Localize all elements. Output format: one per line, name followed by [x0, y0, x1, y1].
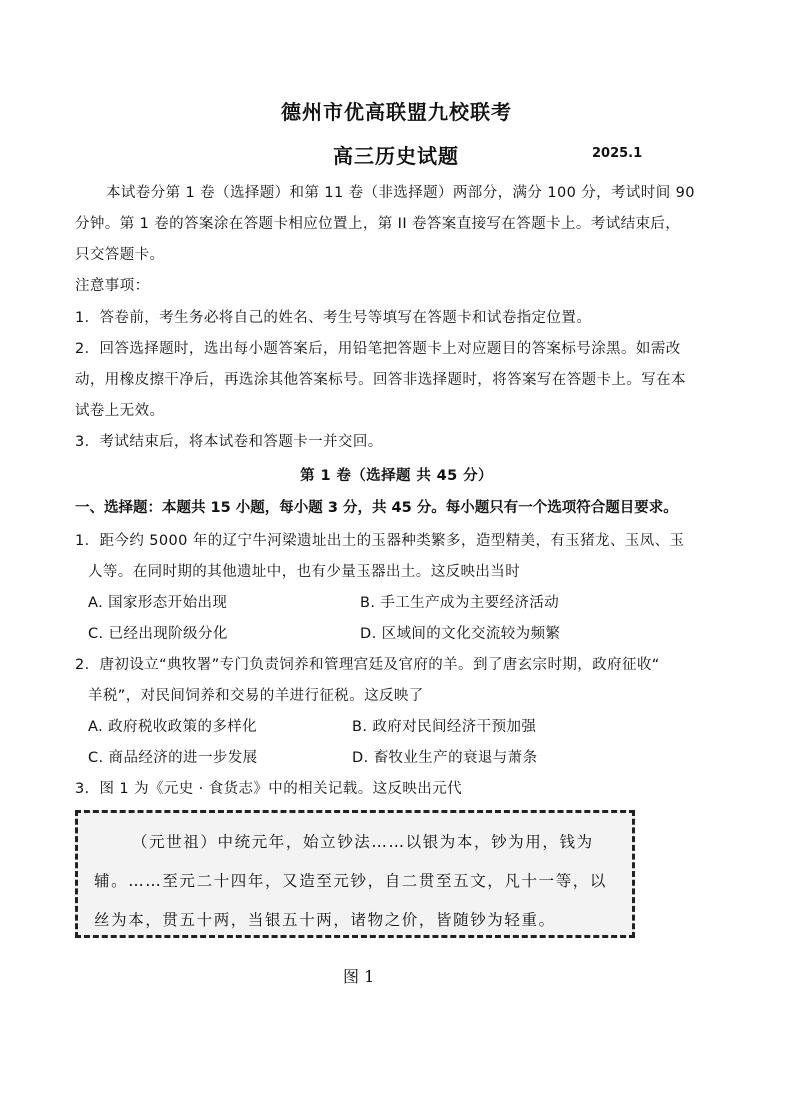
exam-title: 德州市优高联盟九校联考 [281, 100, 512, 124]
exam-subtitle: 高三历史试题 [333, 144, 459, 168]
figure-1-caption: 图 1 [343, 967, 375, 986]
notice-item-2: 2．回答选择题时，选出每小题答案后，用铅笔把答题卡上对应题目的答案标号涂黑。如需改 [75, 341, 681, 357]
intro-line-1: 本试卷分第 1 卷（选择题）和第 11 卷（非选择题）两部分，满分 100 分，考试时间 90 [106, 185, 695, 201]
section-heading: 第 1 卷（选择题 共 45 分） [300, 468, 493, 484]
notice-item-2-cont2: 试卷上无效。 [75, 403, 165, 419]
question-2-option-b[interactable]: B. 政府对民间经济干预加强 [352, 719, 537, 735]
question-1-option-d[interactable]: D. 区域间的文化交流较为频繁 [360, 626, 561, 642]
figure-1-line-3: 丝为本，贯五十两，当银五十两，诸物之价，皆随钞为轻重。 [94, 911, 556, 929]
figure-1-line-1: （元世祖）中统元年，始立钞法……以银为本，钞为用，钱为 [132, 833, 594, 851]
question-1-stem-cont: 人等。在同时期的其他遗址中，也有少量玉器出土。这反映出当时 [88, 564, 521, 580]
notice-item-1: 1．答卷前，考生务必将自己的姓名、考生号等填写在答题卡和试卷指定位置。 [75, 310, 592, 326]
question-2-option-a[interactable]: A. 政府税收政策的多样化 [88, 719, 258, 735]
intro-line-3: 只交答题卡。 [75, 247, 165, 263]
exam-date: 2025.1 [592, 146, 643, 161]
notice-heading: 注意事项： [75, 278, 150, 294]
notice-item-3: 3．考试结束后，将本试卷和答题卡一并交回。 [75, 434, 383, 450]
figure-1-quote-box [75, 810, 635, 938]
question-1-stem: 1．距今约 5000 年的辽宁牛河梁遗址出土的玉器种类繁多，造型精美，有玉猪龙、玉凤、玉 [75, 533, 685, 549]
notice-item-2-cont: 动，用橡皮擦干净后，再选涂其他答案标号。回答非选择题时，将答案写在答题卡上。写在本 [75, 372, 686, 388]
question-2-stem-cont: 羊税”，对民间饲养和交易的羊进行征税。这反映了 [88, 688, 424, 704]
intro-line-2: 分钟。第 1 卷的答案涂在答题卡相应位置上，第 II 卷答案直接写在答题卡上。考试结束后， [75, 216, 681, 232]
question-1-option-c[interactable]: C. 已经出现阶级分化 [88, 626, 228, 642]
question-1-option-b[interactable]: B. 手工生产成为主要经济活动 [360, 595, 560, 611]
section-instruction: 一、选择题：本题共 15 小题，每小题 3 分，共 45 分。每小题只有一个选项符合题目要求。 [75, 500, 678, 516]
question-2-stem: 2．唐初设立“典牧署”专门负责饲养和管理宫廷及官府的羊。到了唐玄宗时期，政府征收“ [75, 657, 660, 673]
figure-1-line-2: 辅。……至元二十四年，又造至元钞，自二贯至五文，凡十一等，以 [94, 872, 608, 890]
question-3-stem: 3．图 1 为《元史 · 食货志》中的相关记载。这反映出元代 [75, 781, 462, 797]
question-1-option-a[interactable]: A. 国家形态开始出现 [88, 595, 228, 611]
question-2-option-d[interactable]: D. 畜牧业生产的衰退与萧条 [352, 750, 538, 766]
question-2-option-c[interactable]: C. 商品经济的进一步发展 [88, 750, 258, 766]
